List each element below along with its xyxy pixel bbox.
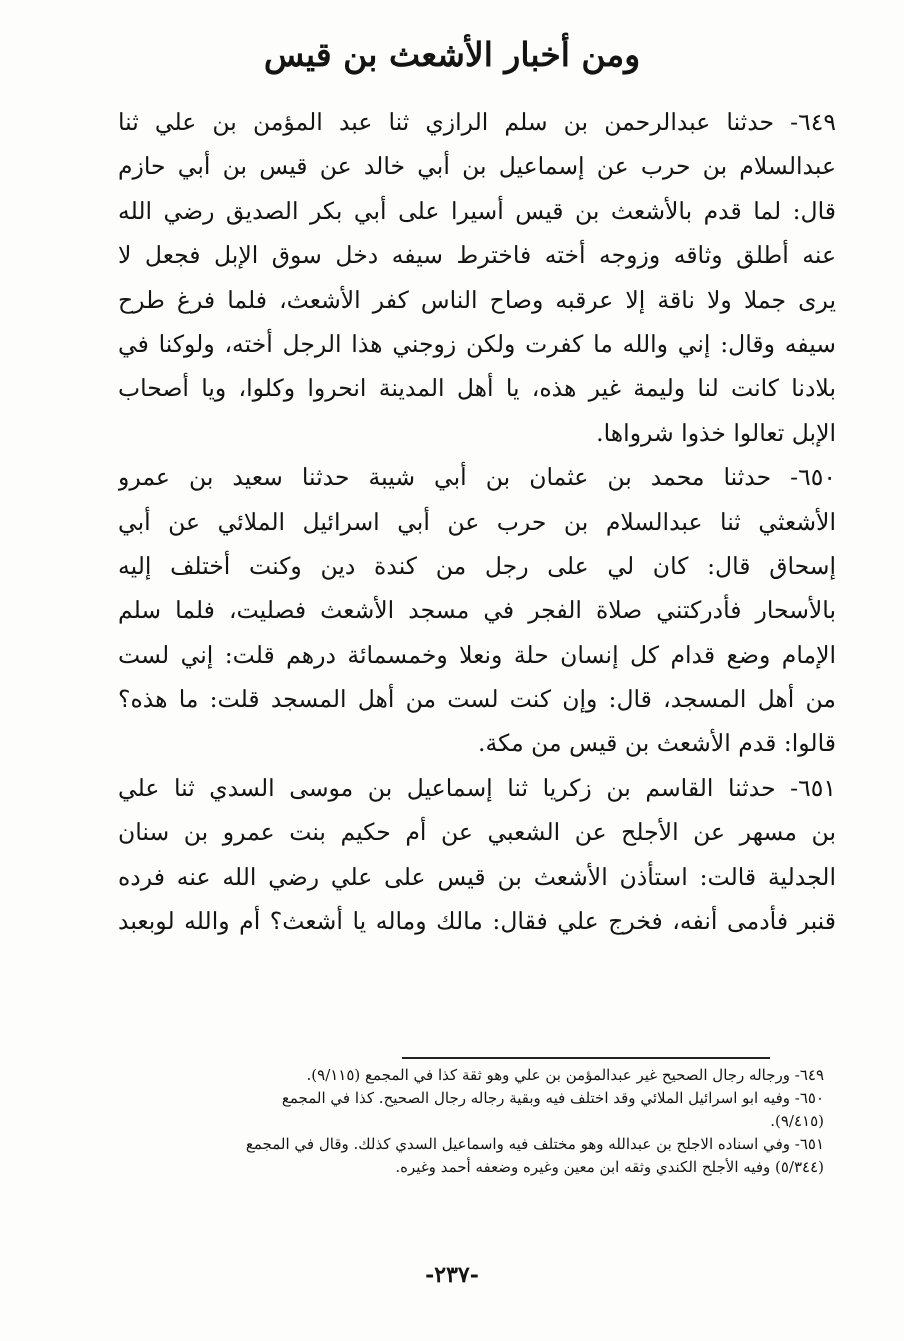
text-line: قنبر فأدمى أنفه، فخرج علي فقال: مالك وماله يا أشعث؟ أم والله لوبعبد: [118, 907, 836, 936]
section-heading: ومن أخبار الأشعث بن قيس: [263, 35, 641, 74]
text-line: بن مسهر عن الأجلح عن الشعبي عن أم حكيم بنت عمرو بن سنان: [118, 818, 836, 847]
text-line: الجدلية قالت: استأذن الأشعث بن قيس على علي رضي الله عنه فرده: [118, 862, 836, 891]
footnote-line: ٦٥٠- وفيه ابو اسرائيل الملائي وقد اختلف فيه وبقية رجاله رجال الصحيح. كذا في المجمع: [281, 1089, 824, 1107]
page-number: -٢٣٧-: [425, 1262, 479, 1288]
text-line: سيفه وقال: إني والله ما كفرت ولكن زوجني هذا الرجل أخته، ولوكنا في: [118, 329, 836, 358]
text-line: قالوا: قدم الأشعث بن قيس من مكة.: [478, 729, 836, 758]
footnote-line: ٦٥١- وفي اسناده الاجلح بن عبدالله وهو مختلف فيه واسماعيل السدي كذلك. وقال في المجمع: [245, 1135, 824, 1153]
text-line: ٦٥١- حدثنا القاسم بن زكريا ثنا إسماعيل بن موسى السدي ثنا علي: [118, 773, 836, 802]
text-line: عنه أطلق وثاقه وزوجه أخته فاخترط سيفه دخل سوق الإبل فجعل لا: [118, 241, 836, 270]
text-line: بالأسحار فأدركتني صلاة الفجر في مسجد الأشعث فصليت، فلما سلم: [118, 596, 836, 625]
text-line: الأشعثي ثنا عبدالسلام بن حرب عن أبي اسرائيل الملائي عن أبي: [118, 507, 836, 536]
text-line: ٦٥٠- حدثنا محمد بن عثمان بن أبي شيبة حدثنا سعيد بن عمرو: [118, 463, 836, 492]
footnote-line: (٩/٤١٥).: [770, 1112, 824, 1130]
text-line: من أهل المسجد، قال: وإن كنت لست من أهل المسجد قلت: ما هذه؟: [118, 685, 836, 714]
text-line: ٦٤٩- حدثنا عبدالرحمن بن سلم الرازي ثنا عبد المؤمن بن علي ثنا: [118, 108, 836, 136]
text-line: عبدالسلام بن حرب عن إسماعيل بن أبي خالد عن قيس بن أبي حازم: [118, 152, 836, 181]
footnotes: [118, 1064, 824, 1179]
text-line: الإبل تعالوا خذوا شرواها.: [596, 418, 836, 447]
footnote-divider: [402, 1057, 770, 1059]
main-text: [118, 100, 836, 943]
footnote-line: ٦٤٩- ورجاله رجال الصحيح غير عبدالمؤمن بن علي وهو ثقة كذا في المجمع (٩/١١٥).: [306, 1066, 824, 1084]
text-line: يرى جملا ولا ناقة إلا عرقبه وصاح الناس كفر الأشعث، فلما فرغ طرح: [118, 285, 836, 314]
text-line: قال: لما قدم بالأشعث بن قيس أسيرا على أبي بكر الصديق رضي الله: [118, 196, 836, 225]
text-line: إسحاق قال: كان لي على رجل من كندة دين وكنت أختلف إليه: [118, 551, 836, 580]
text-line: بلادنا كانت لنا وليمة غير هذه، يا أهل المدينة انحروا وكلوا، ويا أصحاب: [118, 374, 836, 403]
text-line: الإمام وضع قدام كل إنسان حلة ونعلا وخمسمائة درهم قلت: إني لست: [118, 640, 836, 669]
footnote-line: (٥/٣٤٤) وفيه الأجلح الكندي وثقه ابن معين وغيره وضعفه أحمد وغيره.: [395, 1158, 824, 1176]
